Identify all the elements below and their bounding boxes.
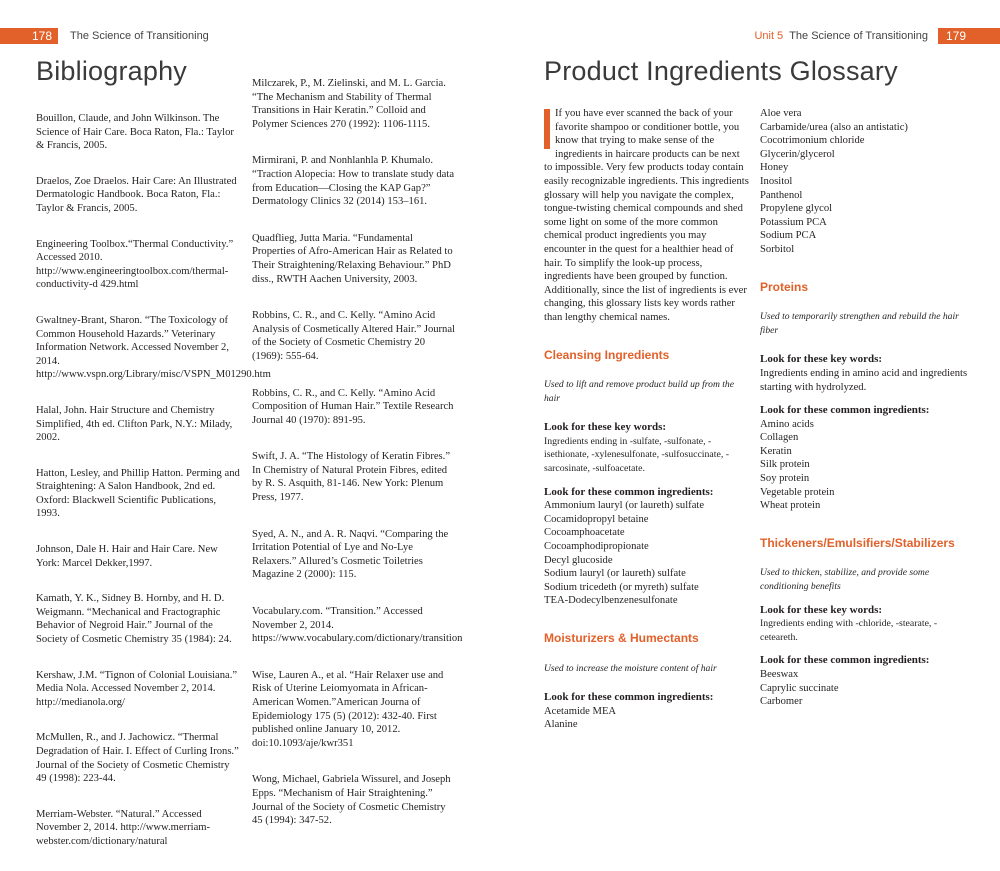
bib-entry: Milczarek, P., M. Zielinski, and M. L. Garcia. “The Mechanism and Stability of Thermal Transitions in Hair Keratin.” Colloid and Polymer Sciences 270 (1992): 1106-1115. — [252, 78, 446, 130]
bib-entry: Kershaw, J.M. “Tignon of Colonial Louisiana.” Media Nola. Accessed November 2, 2014. http://medianola.org/ — [36, 669, 238, 708]
common-heading: Look for these common ingredients: — [760, 654, 930, 667]
common-heading: Look for these common ingredients: — [544, 485, 714, 498]
keywords-heading: Look for these key words: — [760, 603, 883, 616]
right-page — [500, 0, 1000, 731]
list-item: Inositol — [760, 175, 793, 187]
cleansing-ingredient-list — [544, 499, 750, 608]
section-desc-thickeners: Used to thicken, stabilize, and provide some conditioning benefits — [760, 567, 930, 593]
list-item: Silk protein — [760, 459, 810, 471]
moisturizer-ingredient-list-cont — [760, 107, 972, 257]
list-item: Caprylic succinate — [760, 682, 839, 694]
page-number-right: 179 — [938, 28, 1000, 44]
list-item: Keratin — [760, 445, 792, 457]
bibliography-title: Bibliography — [36, 56, 187, 86]
keywords-text: Ingredients ending with -chloride, -stearate, -ceteareth. — [760, 618, 938, 643]
list-item: Cocotrimonium chloride — [760, 135, 865, 147]
bibliography-column-1 — [36, 112, 271, 871]
list-item: Acetamide MEA — [544, 705, 617, 717]
glossary-intro: If you have ever scanned the back of your favorite shampoo or conditioner bottle, you know that trying to make sense of the ingredients in haircare products can be next to impossible. Very few products today contain easily recognizable ingredients. This ingredients glossary will help you navigate the complex, tongue-twisting chemical compounds and shed some light on some of the more common chemical product ingredients you may encounter in the quest for a healthier head of hair. To simplify the look-up process, ingredients have been grouped by function. Additionally, since the list of ingredients is ever changing, this glossary lists key words rather than lengthy chemical names. — [544, 108, 749, 323]
list-item: Decyl glucoside — [544, 554, 613, 566]
bib-entry: Hatton, Lesley, and Phillip Hatton. Perming and Straightening: A Salon Handbook, 2nd ed. Oxford: Blackwell Scientific Publications, 1993. — [36, 467, 240, 520]
list-item: Carbomer — [760, 696, 803, 708]
bib-entry: Gwaltney-Brant, Sharon. “The Toxicology of Common Household Hazards.” Veterinary Information Network. Accessed November 2, 2014. http://www.vspn.org/Library/misc/VSPN_M01290.htm — [36, 314, 271, 381]
list-item: Sorbitol — [760, 243, 795, 255]
thickener-ingredient-list — [760, 668, 972, 709]
bib-entry: Halal, John. Hair Structure and Chemistry Simplified, 4th ed. Clifton Park, N.Y.: Milady, 2002. — [36, 404, 233, 444]
left-page — [0, 0, 500, 847]
bib-entry: Wise, Lauren A., et al. “Hair Relaxer use and Risk of Uterine Leiomyomata in African-American Women.”American Journa of Epidemiology 175 (5) (2012): 432-40. First published online January 10, 2012. doi:10.1093/aje/kwr351 — [252, 669, 444, 749]
list-item: Cocamidopropyl betaine — [544, 513, 649, 525]
section-desc-cleansing: Used to lift and remove product build up from the hair — [544, 379, 734, 404]
list-item: Panthenol — [760, 189, 803, 201]
right-running-header — [754, 28, 1000, 44]
list-item: Vegetable protein — [760, 486, 835, 498]
section-heading-moisturizers: Moisturizers & Humectants — [544, 631, 699, 645]
keywords-text: Ingredients ending in -sulfate, -sulfonate, -isethionate, -xylenesulfonate, -sulfosuccinate, -sarcosinate, -sulfoacetate. — [544, 435, 729, 475]
bib-entry: Vocabulary.com. “Transition.” Accessed November 2, 2014. https://www.vocabulary.com/dictionary/transition — [252, 606, 463, 645]
protein-ingredient-list — [760, 418, 972, 513]
bib-entry: Syed, A. N., and A. R. Naqvi. “Comparing the Irritation Potential of Lye and No-Lye Relaxers.” Allured’s Cosmetic Toiletries Magazine 2 (2000): 115. — [252, 528, 449, 581]
drop-cap-bar — [544, 109, 550, 149]
list-item: Aloe vera — [760, 108, 802, 119]
bib-entry: Engineering Toolbox.“Thermal Conductivity.” Accessed 2010. http://www.engineeringtoolbox.com/thermal-conductivity-d 429.html — [36, 238, 234, 291]
list-item: Potassium PCA — [760, 216, 827, 228]
bib-entry: Johnson, Dale H. Hair and Hair Care. New York: Marcel Dekker,1997. — [36, 544, 218, 569]
bib-entry: Robbins, C. R., and C. Kelly. “Amino Acid Composition of Human Hair.” Textile Research Journal 40 (1970): 891-95. — [252, 387, 454, 426]
keywords-heading: Look for these key words: — [760, 353, 883, 366]
list-item: Propylene glycol — [760, 203, 833, 215]
list-item: Ammonium lauryl (or laureth) sulfate — [544, 500, 705, 512]
left-running-header — [0, 28, 209, 44]
bib-entry: Quadflieg, Jutta Maria. “Fundamental Properties of Afro-American Hair as Related to Their Straightening/Relaxing Behaviour.” PhD diss., RWTH Aachen University, 2003. — [252, 232, 453, 285]
page-number-left: 178 — [0, 28, 58, 44]
section-heading-cleansing: Cleansing Ingredients — [544, 347, 670, 362]
bib-entry: Merriam-Webster. “Natural.” Accessed November 2, 2014. http://www.merriam-webster.com/dictionary/natural — [36, 808, 211, 847]
list-item: Cocoamphodipropionate — [544, 541, 649, 553]
bib-entry: McMullen, R., and J. Jachowicz. “Thermal Degradation of Hair. I. Effect of Curling Irons.” Journal of the Society of Cosmetic Chemistry 49 (1998): 223-44. — [36, 732, 239, 785]
bib-entry: Mirmirani, P. and Nonhlanhla P. Khumalo. “Traction Alopecia: How to translate study data from Education—Closing the KAP Gap?” Dermatology Clinics 32 (2014) 153–161. — [252, 155, 455, 208]
section-heading-proteins: Proteins — [760, 279, 809, 294]
common-heading: Look for these common ingredients: — [544, 691, 714, 704]
list-item: Sodium tricedeth (or myreth) sulfate — [544, 581, 699, 593]
list-item: Glycerin/glycerol — [760, 148, 835, 160]
keywords-heading: Look for these key words: — [544, 421, 667, 434]
glossary-column-2 — [760, 107, 972, 709]
bib-entry: Kamath, Y. K., Sidney B. Hornby, and H. D. Weigmann. “Mechanical and Fractographic Behavior of Negroid Hair.” Journal of the Society of Cosmetic Chemistry 35 (1984): 24. — [36, 593, 232, 646]
unit-label: Unit 5 — [754, 30, 784, 42]
list-item: Honey — [760, 162, 789, 174]
section-desc-proteins: Used to temporarily strengthen and rebuild the hair fiber — [760, 311, 959, 336]
running-title-left: The Science of Transitioning — [70, 30, 209, 42]
bib-entry: Wong, Michael, Gabriela Wissurel, and Joseph Epps. “Mechanism of Hair Straightening.” Journal of the Society of Cosmetic Chemistry 45 (1994): 347-52. — [252, 774, 451, 827]
list-item: Beeswax — [760, 669, 799, 680]
running-title-right: The Science of Transitioning — [789, 30, 928, 42]
list-item: TEA-Dodecylbenzenesulfonate — [544, 595, 678, 607]
bib-entry: Draelos, Zoe Draelos. Hair Care: An Illustrated Dermatologic Handbook. Boca Raton, Fla.: Taylor & Francis, 2005. — [36, 175, 237, 214]
glossary-title: Product Ingredients Glossary — [544, 56, 898, 86]
bib-entry: Bouillon, Claude, and John Wilkinson. The Science of Hair Care. Boca Raton, Fla.: Taylor & Francis, 2005. — [36, 113, 234, 152]
list-item: Wheat protein — [760, 500, 821, 512]
list-item: Cocoamphoacetate — [544, 527, 625, 539]
list-item: Collagen — [760, 432, 799, 444]
list-item: Alanine — [544, 719, 578, 731]
list-item: Soy protein — [760, 473, 810, 485]
bib-entry: Robbins, C. R., and C. Kelly. “Amino Acid Analysis of Cosmetically Altered Hair.” Journal of the Society of Cosmetic Chemistry 20 (1969): 555-64. — [252, 310, 456, 362]
section-heading-thickeners: Thickeners/Emulsifiers/Stabilizers — [760, 535, 955, 550]
list-item: Sodium lauryl (or laureth) sulfate — [544, 568, 686, 580]
common-heading: Look for these common ingredients: — [760, 404, 930, 417]
list-item: Carbamide/urea (also an antistatic) — [760, 121, 908, 133]
bib-entry: Swift, J. A. “The Histology of Keratin Fibres.” In Chemistry of Natural Protein Fibres, edited by R. S. Asquith, 81-146. New York: Plenum Press, 1977. — [252, 451, 451, 504]
bibliography-column-2 — [252, 77, 463, 851]
keywords-text: Ingredients ending in amino acid and ingredients starting with hydrolyzed. — [760, 367, 968, 393]
glossary-column-1 — [544, 107, 750, 732]
moisturizer-ingredient-list — [544, 705, 750, 732]
list-item: Sodium PCA — [760, 230, 817, 242]
section-desc-moisturizers: Used to increase the moisture content of hair — [544, 662, 717, 674]
list-item: Amino acids — [760, 418, 814, 430]
